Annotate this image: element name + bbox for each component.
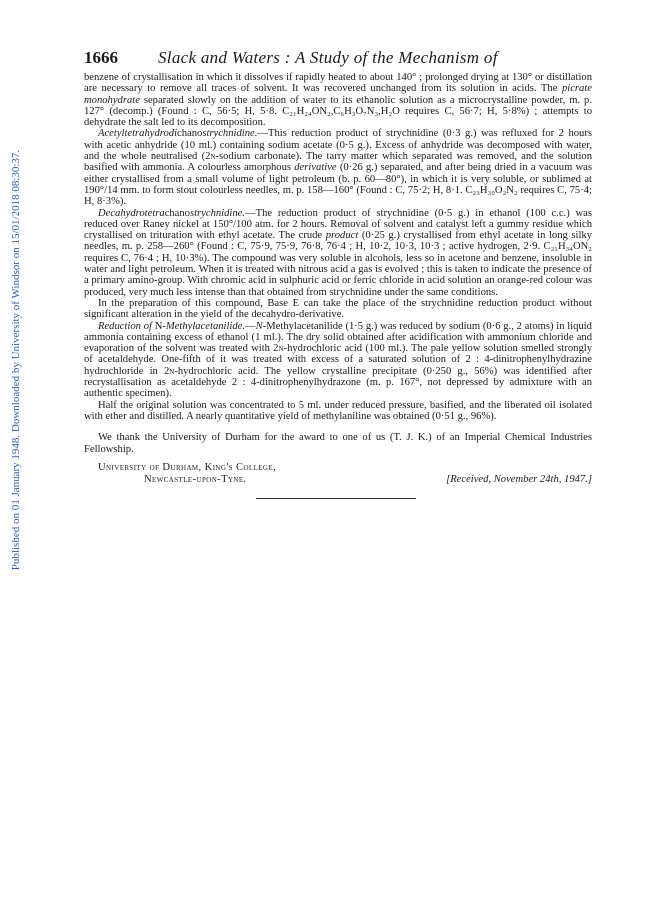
text-run: -hydrochloric acid. The yellow crystalline precipitate (0·250 g., 56%) was identified after recrystallisation as acetaldehyde 2 : 4-dinitrophenylhydrazone (m. p. 167°, not depressed by admixture with an authentic specimen).: [84, 365, 592, 400]
text-run: benzene of crystallisation in which it dissolves if rapidly heated to about 140° ; prolonged drying at 130° or distillation are necessary to remove all traces of solvent. It was recovered unchanged from its solution in acids. The: [84, 72, 592, 95]
address-line-2: Newcastle-upon-Tyne.: [144, 474, 247, 485]
text-run: We thank the University of Durham for the award to one of us (T. J. K.) of an Imperial Chemical Industries Fellowship.: [84, 432, 592, 455]
address-line-1: University of Durham, King's College,: [98, 462, 277, 473]
italic-run: strychnidine.: [202, 128, 258, 140]
page-number: 1666: [84, 48, 118, 67]
paragraph: [84, 72, 592, 128]
text-run: chano: [164, 207, 190, 219]
italic-run: Reduction of: [98, 320, 155, 332]
text-run: (0·25 g.) crystallised from ethyl acetate in long silky needles, m. p. 258—260° (Found : C, 75·9, 75·9, 76·8, 76·4 ; H, 10·2, 10·3, 10·3 ; active hydrogen, 2·9. C₂₁H₃₄ON₂ requires C, 76·4 ; H, 10·3%). The compound was very soluble in alcohols, less so in acetone and benzene, insoluble in water and light petroleum. When it is treated with nitrous acid a gas is evolved ; this is taken to indicate the presence of a primary amino-group. With chromic acid in sulphuric acid or ferric chloride in acid solution an orange-red colour was produced, very much less intense than that obtained from strychnidine under the same conditions.: [84, 230, 592, 298]
text-run: (0·26 g.) separated, and after being dried in a vacuum was either crystallised from a small volume of light petroleum (b. p. 60—80°), in which it is very soluble, or sublimed at 190°/14 mm. to form stout colourless needles, m. p. 158—160° (Found : C, 75·2; H, 8·1. C₂₃H₃₀O₂N₂ requires C, 75·4; H, 8·3%).: [84, 162, 592, 208]
smallcaps-run: n: [210, 151, 216, 163]
download-watermark-text: Published on 01 January 1948. Downloaded by University of Windsor on 15/01/2018 08:30:37.: [10, 149, 22, 571]
paragraph: [84, 321, 592, 400]
italic-run: Acetyltetrahydrodi: [98, 128, 178, 140]
italic-run: Decahydrotetra: [98, 207, 165, 219]
text-run: —This reduction product of strychnidine (0·3 g.) was refluxed for 2 hours with acetic anhydride (10 ml.) containing sodium acetate (0·5 g.). Excess of anhydride was decomposed with water, and the whole neutralised (2: [84, 128, 592, 163]
italic-run: -Methylacetanilide.: [162, 320, 246, 332]
paragraph: [84, 128, 592, 207]
text-run: -hydrochloric acid (100 ml.). The pale yellow solution smelled strongly of acetaldehyde. One-fifth of it was treated with excess of a saturated solution of 2 : 4-dinitrophenylhydrazine hydrochloride in 2: [84, 343, 592, 377]
text-run: chano: [177, 128, 203, 140]
italic-run: N: [255, 320, 263, 332]
paragraph: [84, 432, 592, 455]
download-watermark: [8, 145, 24, 575]
text-run: N: [154, 320, 163, 332]
text-run: —The reduction product of strychnidine (0·5 g.) in ethanol (100 c.c.) was reduced over Raney nickel at 150°/100 atm. for 2 hours. Removal of solvent and catalyst left a gummy residue which crystallised on trituration with ethyl acetate. The crude: [84, 207, 592, 242]
italic-run: product: [325, 230, 359, 242]
paragraph: [84, 298, 592, 321]
italic-run: derivative: [294, 162, 337, 174]
text-run: In the preparation of this compound, Base E can take the place of the strychnidine reduction product without significant alteration in the yield of the decahydro-derivative.: [84, 297, 592, 321]
text-run: -Methylacetanilide (1·5 g.) was reduced by sodium (0·6 g., 2 atoms) in liquid ammonia containing excess of ethanol (1 ml.). The dry solid obtained after acidification with ammonium chloride and evaporation of the solvent was treated with 2: [84, 320, 592, 355]
article-body: [84, 72, 592, 455]
paragraph: [84, 208, 592, 298]
end-rule: [256, 498, 416, 499]
page-header: [84, 48, 592, 72]
received-date: [Received, November 24th, 1947.]: [446, 474, 592, 485]
text-run: —: [245, 320, 256, 332]
running-title: Slack and Waters : A Study of the Mechanism of: [158, 48, 498, 67]
italic-run: picrate monohydrate: [84, 83, 592, 106]
text-run: separated slowly on the addition of water to its ethanolic solution as a microcrystalline powder, m. p. 127° (decomp.) (Found : C, 56·5; H, 5·8. C₂₁H₂₄ON₂,C₆H₃O₇N₃,H₂O requires C, 56·7; H, 5·8%) ; attempts to dehydrate the salt led to its decomposition.: [84, 94, 592, 129]
italic-run: strychnidine.: [189, 207, 246, 219]
text-run: Half the original solution was concentrated to 5 ml. under reduced pressure, basified, and the liberated oil isolated with ether and distilled. A nearly quantitative yield of methylaniline was obtained (0·51 g., 96%).: [84, 399, 592, 422]
smallcaps-run: n: [278, 343, 284, 355]
smallcaps-run: n: [169, 365, 175, 377]
text-run: -sodium carbonate). The tarry matter which separated was removed, and the solution basified with ammonia. A colourless amorphous: [84, 151, 592, 174]
paragraph: [84, 400, 592, 423]
